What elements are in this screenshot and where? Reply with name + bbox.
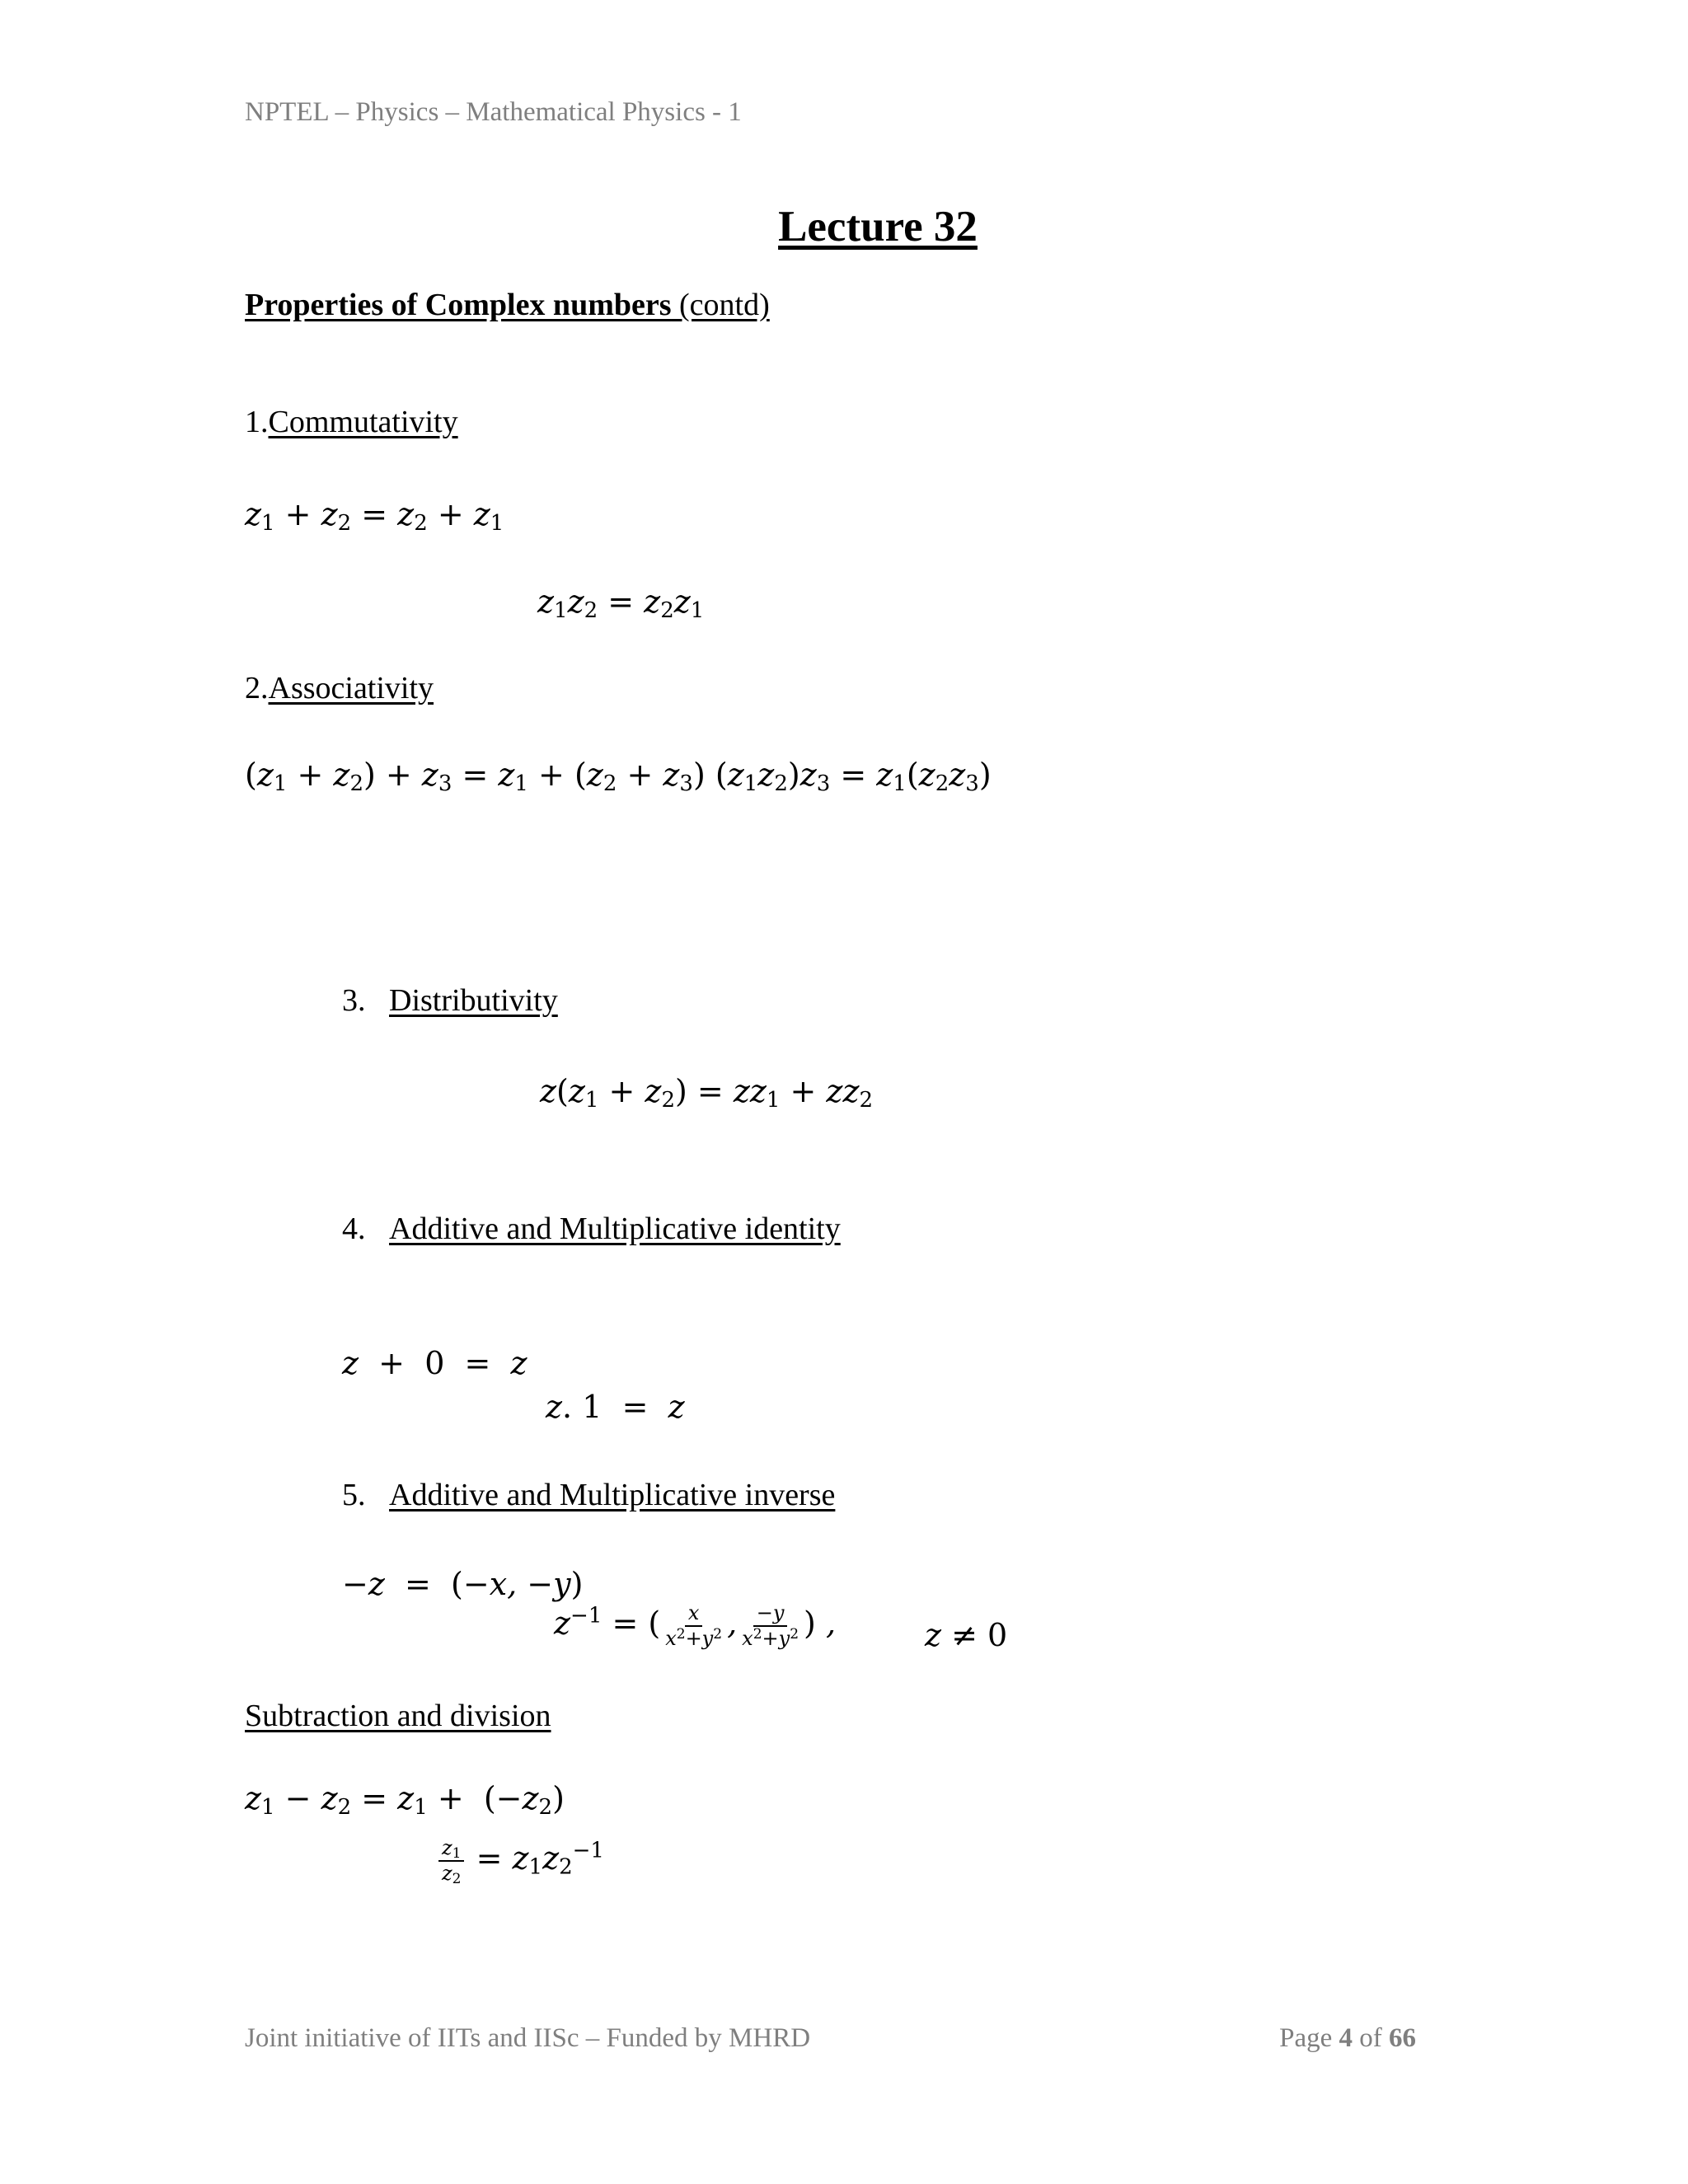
item-label: Commutativity [268, 405, 458, 439]
equation-nonzero-condition: z ≠ 0 [925, 1617, 1008, 1653]
section-heading [245, 287, 770, 323]
item-distributivity [342, 982, 558, 1019]
equation-division: $\frac{z_1}{z_2}$ = $z_1z_2^{-1}$ [437, 1838, 604, 1884]
equation-commutative-multiplication: $z_1z_2 = z_2z_1$ [537, 583, 705, 623]
section-heading-bold: Properties of Complex numbers [245, 288, 672, 322]
equation-commutative-addition: $z_1 + z_2 = z_2 + z_1$ [245, 496, 504, 536]
item-inverse [342, 1477, 835, 1513]
equation-distributivity: $z(z_1 + z_2) = zz_1 + zz_2$ [540, 1073, 874, 1113]
equation-associativity: $(z_1 + z_2) + z_3 = z_1 + (z_2 + z_3) (z_1z_2)z_3 = z_1(z_2z_3)$ [245, 757, 992, 796]
item-number: 5. [342, 1478, 366, 1512]
item-number: 1. [245, 405, 269, 439]
fraction-minus-y: $\frac{-y}{x^2+y^2}$ [742, 1601, 799, 1651]
page-header: NPTEL – Physics – Mathematical Physics - 1 [245, 97, 742, 127]
item-number: 4. [342, 1212, 366, 1246]
item-number: 3. [342, 983, 366, 1018]
equation-additive-inverse: −z = (−x, −y) [342, 1566, 584, 1602]
equation-additive-identity: z + 0 = z [342, 1345, 528, 1381]
page-number: Page 4 of 66 [1279, 2023, 1416, 2053]
fraction-x: $\frac{x}{x^2+y^2}$ [665, 1601, 723, 1651]
item-label: Additive and Multiplicative identity [389, 1212, 841, 1246]
equation-multiplicative-identity: z. 1 = z [546, 1389, 685, 1425]
lecture-title: Lecture 32 [778, 203, 978, 251]
equation-multiplicative-inverse: $z^{-1}$ = ( $\frac{x}{x^2+y^2}$ , $\frac{-y}{x^2+y^2}$ ) , [554, 1601, 837, 1651]
item-label: Additive and Multiplicative inverse [389, 1478, 836, 1512]
item-label: Distributivity [389, 983, 558, 1018]
footer-credit: Joint initiative of IITs and IISc – Funded by MHRD [245, 2023, 811, 2053]
section-heading-rest: (contd) [671, 288, 770, 322]
item-identity [342, 1211, 841, 1247]
item-associativity [245, 670, 434, 706]
fraction-z1-over-z2: $\frac{z_1}{z_2}$ [438, 1838, 464, 1884]
item-number: 2. [245, 671, 269, 705]
equation-subtraction: $z_1 - z_2 = z_1 + (-z_2)$ [245, 1780, 565, 1820]
subsection-subtraction-division: Subtraction and division [245, 1699, 551, 1733]
item-label: Associativity [268, 671, 434, 705]
item-commutativity [245, 404, 458, 440]
